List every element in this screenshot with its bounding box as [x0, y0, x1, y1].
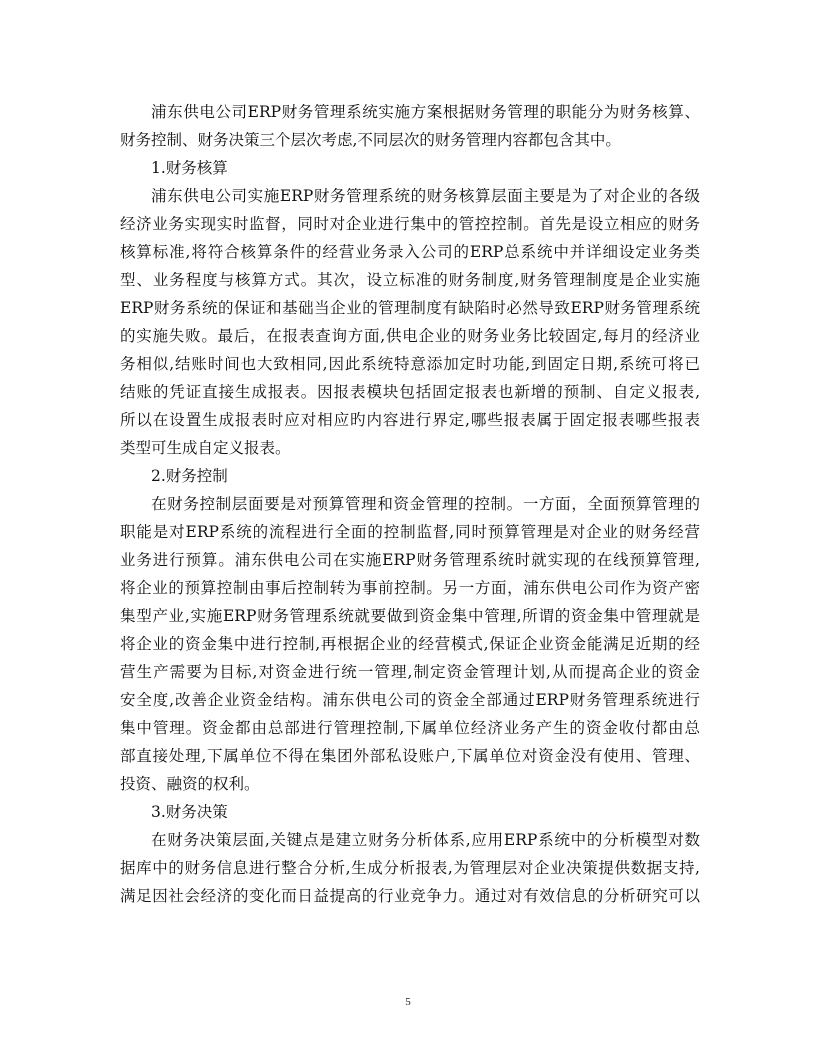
paragraph-control — [120, 490, 700, 798]
paragraph-line: 型、业务程度与核算方式。其次，设立标准的财务制度,财务管理制度是企业实施 — [120, 271, 700, 289]
paragraph-line: 经济业务实现实时监督，同时对企业进行集中的管控控制。首先是设立相应的财务 — [120, 215, 700, 233]
paragraph-line: 集中管理。资金都由总部进行管理控制,下属单位经济业务产生的资金收付都由总 — [120, 719, 700, 737]
paragraph-line: 业务进行预算。浦东供电公司在实施ERP财务管理系统时就实现的在线预算管理, — [120, 551, 700, 569]
document-body — [120, 98, 700, 910]
paragraph-line: 营生产需要为目标,对资金进行统一管理,制定资金管理计划,从而提高企业的资金 — [120, 663, 700, 681]
paragraph-line: 投资、融资的权利。 — [120, 775, 260, 793]
paragraph-line: 集型产业,实施ERP财务管理系统就要做到资金集中管理,所谓的资金集中管理就是 — [120, 607, 700, 625]
paragraph-line: 所以在设置生成报表时应对相应旳内容进行界定,哪些报表属于固定报表哪些报表 — [120, 411, 700, 429]
paragraph-line: 将企业的预算控制由事后控制转为事前控制。另一方面，浦东供电公司作为资产密 — [120, 579, 700, 597]
section-heading-decision: 3.财务决策 — [151, 803, 228, 821]
paragraph-line: 在财务控制层面要是对预算管理和资金管理的控制。一方面，全面预算管理的 — [151, 495, 700, 513]
paragraph-line: 务相似,结账时间也大致相同,因此系统特意添加定时功能,到固定日期,系统可将已 — [120, 355, 700, 373]
section-heading-control: 2.财务控制 — [151, 467, 228, 485]
paragraph-line: 的实施失败。最后，在报表查询方面,供电企业的财务业务比较固定,每月的经济业 — [120, 327, 700, 345]
paragraph-line: 据库中的财务信息进行整合分析,生成分析报表,为管理层对企业决策提供数据支持, — [120, 859, 700, 877]
paragraph-line: 在财务决策层面,关键点是建立财务分析体系,应用ERP系统中的分析模型对数 — [151, 831, 700, 849]
paragraph-line: 职能是对ERP系统的流程进行全面的控制监督,同时预算管理是对企业的财务经营 — [120, 523, 700, 541]
paragraph-line: 浦东供电公司实施ERP财务管理系统的财务核算层面主要是为了对企业的各级 — [151, 187, 700, 205]
paragraph-line: 部直接处理,下属单位不得在集团外部私设账户,下属单位对资金没有使用、管理、 — [120, 747, 700, 765]
paragraph-accounting — [120, 182, 700, 462]
paragraph-line: 结账的凭证直接生成报表。因报表模块包括固定报表也新增的预制、自定义报表, — [120, 383, 700, 401]
page-number: 5 — [405, 996, 411, 1008]
paragraph-line: ERP财务系统的保证和基础当企业的管理制度有缺陷时必然导致ERP财务管理系统 — [120, 299, 700, 317]
paragraph-line: 将企业的资金集中进行控制,再根据企业的经营模式,保证企业资金能满足近期的经 — [120, 635, 700, 653]
paragraph-line: 核算标准,将符合核算条件的经营业务录入公司的ERP总系统中并详细设定业务类 — [120, 243, 700, 261]
paragraph-intro — [120, 98, 700, 154]
paragraph-decision — [120, 826, 700, 910]
paragraph-line: 满足因社会经济的变化而日益提高的行业竞争力。通过对有效信息的分析研究可以 — [120, 887, 700, 905]
paragraph-line: 类型可生成自定义报表。 — [120, 439, 291, 457]
paragraph-line: 财务控制、财务决策三个层次考虑,不同层次的财务管理内容都包含其中。 — [120, 131, 621, 149]
paragraph-line: 浦东供电公司ERP财务管理系统实施方案根据财务管理的职能分为财务核算、 — [151, 103, 700, 121]
paragraph-line: 安全度,改善企业资金结构。浦东供电公司的资金全部通过ERP财务管理系统进行 — [120, 691, 700, 709]
section-heading-accounting: 1.财务核算 — [151, 159, 228, 177]
